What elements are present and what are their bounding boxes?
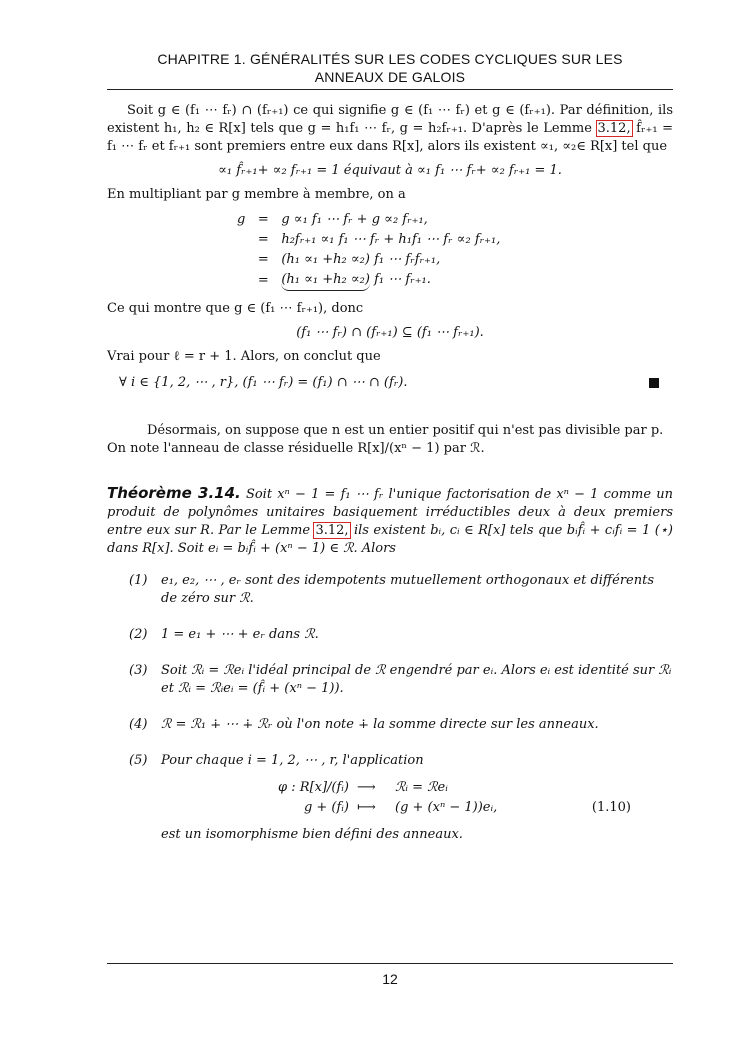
- page-number: 12: [382, 971, 398, 987]
- equation-rhs: [281, 270, 508, 292]
- theorem-item: [129, 572, 673, 608]
- equation-row: [237, 230, 508, 250]
- theorem-statement: [107, 484, 673, 558]
- item-text: Soit ℛᵢ = ℛeᵢ l'idéal principal de ℛ engendré par eᵢ. Alors eᵢ est identité sur ℛᵢ et ℛᵢ = ℛᵢeᵢ = (f̂ᵢ + (xⁿ − 1)).: [161, 663, 672, 696]
- equation-number: (1.10): [591, 800, 631, 815]
- map-element: g + (fᵢ): [303, 800, 349, 815]
- remark-line-2: On note l'anneau de classe résiduelle R[x]/(xⁿ − 1) par ℛ.: [107, 441, 485, 456]
- item-number: (5): [129, 753, 148, 768]
- equation-lhs: [237, 250, 253, 270]
- page-content: [107, 50, 673, 844]
- equation-rel: =: [257, 273, 269, 288]
- item-text: Pour chaque i = 1, 2, ⋯ , r, l'application: [161, 753, 424, 768]
- equation-row: [237, 250, 508, 270]
- equation-lhs: [237, 230, 253, 250]
- equation-rhs: (h₁ ∝₁ +h₂ ∝₂) f₁ ⋯ fᵣfᵣ₊₁,: [281, 252, 441, 267]
- proof-paragraph-2: En multipliant par g membre à membre, on a: [107, 187, 406, 202]
- header-line-1: CHAPITRE 1. GÉNÉRALITÉS SUR LES CODES CYCLIQUES SUR LES: [157, 51, 623, 67]
- footer-rule: [107, 963, 673, 964]
- map-codomain: ℛᵢ = ℛeᵢ: [395, 780, 448, 795]
- proof-paragraph-4: Vrai pour ℓ = r + 1. Alors, on conclut que: [107, 349, 381, 364]
- theorem-text-a: Soit xⁿ − 1 = f₁ ⋯ fᵣ l'unique factorisation de xⁿ − 1 comme un produit de polynômes unitaires basiquement irréductibles deux à deux premiers entre eux sur R. Par le Lemme: [107, 487, 673, 538]
- equation-rhs: h₂fᵣ₊₁ ∝₁ f₁ ⋯ fᵣ + h₁f₁ ⋯ fᵣ ∝₂ fᵣ₊₁,: [281, 232, 501, 247]
- proof-paragraph-3: Ce qui montre que g ∈ (f₁ ⋯ fᵣ₊₁), donc: [107, 301, 364, 316]
- aligned-equations: [237, 210, 508, 292]
- item-number: (1): [129, 573, 148, 588]
- item-text: ℛ = ℛ₁ ∔ ⋯ ∔ ℛᵣ où l'on note ∔ la somme directe sur les anneaux.: [161, 717, 599, 732]
- map-arrow: ⟶: [357, 780, 376, 795]
- item-text: e₁, e₂, ⋯ , eᵣ sont des idempotents mutuellement orthogonaux et différents de zéro sur ℛ.: [161, 573, 655, 606]
- remark-line-1: Désormais, on suppose que n est un entier positif qui n'est pas divisible par p.: [147, 423, 664, 438]
- equation-equivalence: ∝₁ f̂ᵣ₊₁+ ∝₂ fᵣ₊₁ = 1 équivaut à ∝₁ f₁ ⋯ fᵣ+ ∝₂ fᵣ₊₁ = 1.: [218, 163, 562, 178]
- equation-rhs-tail: f₁ ⋯ fᵣ₊₁.: [369, 272, 431, 287]
- map-row: [199, 798, 639, 818]
- map-row: [199, 778, 639, 798]
- equation-lhs: [237, 270, 253, 292]
- isomorphism-map: [199, 778, 639, 818]
- proof-text-b: f̂ᵣ₊₁ = f₁ ⋯ fᵣ et fᵣ₊₁ sont premiers entre eux dans R[x], alors ils existent ∝₁, ∝₂∈ R[x] tel que: [107, 121, 673, 154]
- header-line-2: ANNEAUX DE GALOIS: [314, 69, 466, 85]
- theorem-item: [129, 716, 673, 734]
- equation-row: [237, 210, 508, 230]
- theorem-text-b: ils existent bᵢ, cᵢ ∈ R[x] tels que bᵢf̂ᵢ + cᵢfᵢ = 1 (⋆) dans R[x]. Soit eᵢ = bᵢf̂ᵢ + (xⁿ − 1) ∈ ℛ. Alors: [107, 523, 673, 556]
- item-number: (4): [129, 717, 148, 732]
- header-rule: [107, 89, 673, 90]
- equation-rel: =: [257, 212, 269, 227]
- theorem-title: Théorème 3.14.: [107, 484, 241, 502]
- equation-rhs: g ∝₁ f₁ ⋯ fᵣ + g ∝₂ fᵣ₊₁,: [281, 212, 428, 227]
- theorem-items: [129, 572, 673, 844]
- running-header: [107, 50, 673, 86]
- map-image: (g + (xⁿ − 1))eᵢ,: [395, 800, 498, 815]
- equation-rel: =: [257, 252, 269, 267]
- equation-conclusion: ∀ i ∈ {1, 2, ⋯ , r}, (f₁ ⋯ fᵣ) = (f₁) ∩ ⋯ ∩ (fᵣ).: [119, 375, 408, 390]
- lemma-ref-link[interactable]: 3.12,: [597, 121, 631, 136]
- item-text: 1 = e₁ + ⋯ + eᵣ dans ℛ.: [161, 627, 319, 642]
- theorem-item: [129, 752, 673, 770]
- proof-paragraph-1: [107, 102, 673, 156]
- equation-rel: =: [257, 232, 269, 247]
- equation-inclusion: (f₁ ⋯ fᵣ) ∩ (fᵣ₊₁) ⊆ (f₁ ⋯ fᵣ₊₁).: [296, 325, 484, 340]
- theorem-item: [129, 626, 673, 644]
- equation-conclusion-row: [119, 374, 673, 392]
- item-number: (3): [129, 663, 148, 678]
- theorem-lemma-ref-link[interactable]: 3.12,: [315, 523, 349, 538]
- proof-text-a: Soit g ∈ (f₁ ⋯ fᵣ) ∩ (fᵣ₊₁) ce qui signifie g ∈ (f₁ ⋯ fᵣ) et g ∈ (fᵣ₊₁). Par définition, ils existent h₁, h₂ ∈ R[x] tels que g = h₁f₁ ⋯ fᵣ, g = h₂fᵣ₊₁. D'après le Lemme: [107, 103, 673, 136]
- map-domain: φ : R[x]/(fᵢ): [278, 780, 349, 795]
- equation-lhs: g: [237, 212, 246, 227]
- underbrace-term: (h₁ ∝₁ +h₂ ∝₂): [281, 270, 370, 291]
- item-number: (2): [129, 627, 148, 642]
- qed-square-icon: [649, 378, 659, 388]
- equation-row: [237, 270, 508, 292]
- theorem-item: [129, 662, 673, 698]
- map-arrow: ⟼: [357, 800, 376, 815]
- theorem-closing: est un isomorphisme bien défini des anneaux.: [161, 827, 463, 842]
